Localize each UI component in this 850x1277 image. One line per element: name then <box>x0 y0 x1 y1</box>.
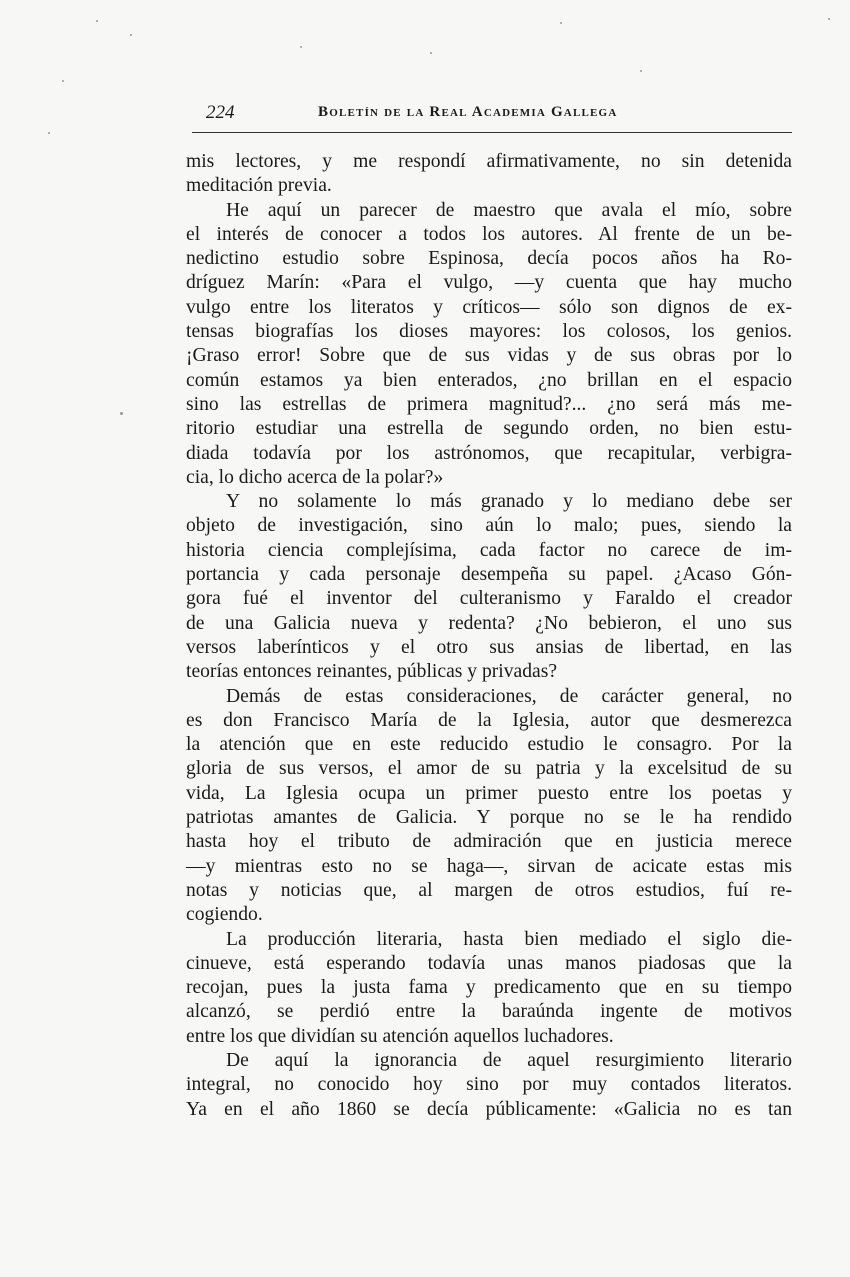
running-title: Boletín de la Real Academia Gallega <box>318 104 618 120</box>
text-line: recojan, pues la justa fama y predicamento que en su tiempo <box>186 977 792 999</box>
scan-speck <box>62 80 64 82</box>
text-line: patriotas amantes de Galicia. Y porque no se le ha rendido <box>186 807 792 829</box>
text-line: Ya en el año 1860 se decía públicamente: «Galicia no es tan <box>186 1098 792 1120</box>
text-line: gloria de sus versos, el amor de su patria y la excelsitud de su <box>186 758 792 780</box>
page-header <box>200 100 800 124</box>
text-line: cinueve, está esperando todavía unas manos piadosas que la <box>186 952 792 974</box>
scan-speck <box>828 18 830 20</box>
scan-speck <box>120 412 123 415</box>
page-number: 224 <box>206 102 235 123</box>
scan-speck <box>560 22 562 24</box>
text-line: Y no solamente lo más granado y lo mediano debe ser <box>226 491 792 513</box>
header-rule <box>192 132 792 133</box>
text-line: común estamos ya bien enterados, ¿no brillan en el espacio <box>186 369 792 391</box>
text-line: cia, lo dicho acerca de la polar?» <box>186 466 444 488</box>
scan-speck <box>96 20 98 22</box>
body-text <box>186 150 792 1122</box>
text-line: alcanzó, se perdió entre la baraúnda ingente de motivos <box>186 1001 792 1023</box>
scan-speck <box>640 70 642 72</box>
scan-speck <box>300 46 302 48</box>
text-line: nedictino estudio sobre Espinosa, decía pocos años ha Ro- <box>186 248 792 270</box>
text-line: De aquí la ignorancia de aquel resurgimiento literario <box>226 1049 792 1071</box>
text-line: objeto de investigación, sino aún lo malo; pues, siendo la <box>186 515 792 537</box>
text-line: es don Francisco María de la Iglesia, autor que desmerezca <box>186 709 792 731</box>
text-line: de una Galicia nueva y redenta? ¿No bebieron, el uno sus <box>186 612 792 634</box>
text-line: La producción literaria, hasta bien mediado el siglo die- <box>226 928 792 950</box>
text-line: He aquí un parecer de maestro que avala el mío, sobre <box>226 199 792 221</box>
text-line: entre los que dividían su atención aquellos luchadores. <box>186 1025 614 1047</box>
scan-speck <box>430 52 432 54</box>
text-line: diada todavía por los astrónomos, que recapitular, verbigra- <box>186 442 792 464</box>
text-line: gora fué el inventor del culteranismo y Faraldo el creador <box>186 588 792 610</box>
text-line: meditación previa. <box>186 175 332 197</box>
text-line: mis lectores, y me respondí afirmativamente, no sin detenida <box>186 151 792 172</box>
text-line: ¡Graso error! Sobre que de sus vidas y de sus obras por lo <box>186 345 792 367</box>
text-line: la atención que en este reducido estudio le consagro. Por la <box>186 734 792 756</box>
text-line: integral, no conocido hoy sino por muy contados literatos. <box>186 1074 792 1096</box>
text-line: hasta hoy el tributo de admiración que en justicia merece <box>186 831 792 853</box>
scan-speck <box>48 132 50 134</box>
text-line: portancia y cada personaje desempeña su papel. ¿Acaso Gón- <box>186 564 792 586</box>
text-line: cogiendo. <box>186 904 263 926</box>
text-line: sino las estrellas de primera magnitud?... ¿no será más me- <box>186 393 792 415</box>
text-line: notas y noticias que, al margen de otros estudios, fuí re- <box>186 879 792 901</box>
text-line: el interés de conocer a todos los autores. Al frente de un be- <box>186 223 792 245</box>
text-line: dríguez Marín: «Para el vulgo, —y cuenta que hay mucho <box>186 272 792 294</box>
text-line: vulgo entre los literatos y críticos— sólo son dignos de ex- <box>186 296 792 318</box>
text-line: historia ciencia complejísima, cada factor no carece de im- <box>186 539 792 561</box>
text-line: tensas biografías los dioses mayores: los colosos, los genios. <box>186 321 792 343</box>
text-line: ritorio estudiar una estrella de segundo orden, no bien estu- <box>186 418 792 440</box>
scan-speck <box>130 34 132 36</box>
text-line: versos laberínticos y el otro sus ansias de libertad, en las <box>186 636 792 658</box>
text-line: teorías entonces reinantes, públicas y privadas? <box>186 661 558 683</box>
text-line: —y mientras esto no se haga—, sirvan de acicate estas mis <box>186 855 792 877</box>
text-line: vida, La Iglesia ocupa un primer puesto entre los poetas y <box>186 782 792 804</box>
text-line: Demás de estas consideraciones, de carácter general, no <box>226 685 792 707</box>
